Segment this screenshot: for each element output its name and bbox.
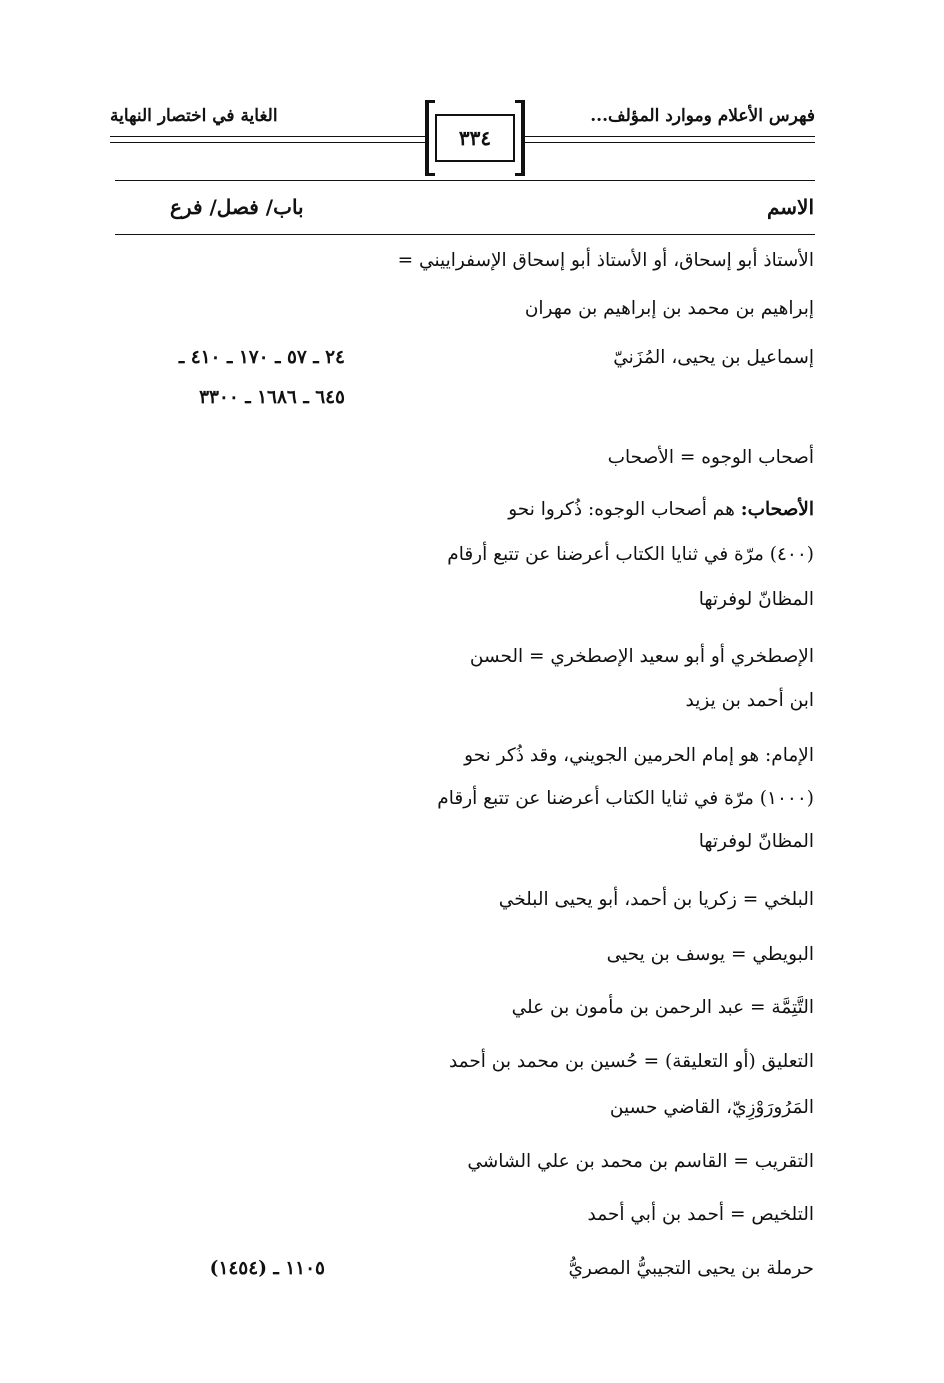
index-entry xyxy=(389,643,814,715)
entry-page-references xyxy=(130,344,345,412)
name-column-header: الاسم xyxy=(766,195,814,219)
entry-line: البلخي = زكريا بن أحمد، أبو يحيى البلخي xyxy=(498,889,814,910)
index-entry xyxy=(389,444,814,472)
entry-line: إسماعيل بن يحيى، المُزَنيّ xyxy=(613,347,814,368)
column-header-bottom-rule xyxy=(115,234,815,235)
page-box-cap xyxy=(515,100,525,103)
entry-line: التقريب = القاسم بن محمد بن علي الشاشي xyxy=(467,1151,814,1172)
entry-line: أصحاب الوجوه = الأصحاب xyxy=(607,447,814,468)
entry-line: (٤٠٠) مرّة في ثنايا الكتاب أعرضنا عن تتبع أرقام xyxy=(447,544,814,565)
running-head-left-title: الغاية في اختصار النهاية xyxy=(110,106,278,126)
entry-line: المَرُورَوْزِيّ، القاضي حسين xyxy=(609,1097,814,1118)
index-entry xyxy=(389,1255,814,1283)
index-entry xyxy=(389,496,814,614)
page-refs-line: ٢٤ ـ ٥٧ ـ ١٧٠ ـ ٤١٠ ـ xyxy=(178,347,345,368)
page-box-cap xyxy=(425,173,435,176)
entry-line: الإمام: هو إمام الحرمين الجويني، وقد ذُكر نحو xyxy=(464,745,814,766)
index-entry xyxy=(389,1048,814,1122)
page-refs-line: ١١٠٥ ـ (١٤٥٤) xyxy=(209,1258,325,1279)
location-column-header: باب/ فصل/ فرع xyxy=(170,195,304,219)
page-box-bar-right xyxy=(521,100,525,176)
entry-line: المظانّ لوفرتها xyxy=(698,831,814,852)
running-head-right-title: فهرس الأعلام وموارد المؤلف... xyxy=(590,106,815,126)
header-rule-right-top xyxy=(525,136,815,137)
page-number: ٣٣٤ xyxy=(435,114,515,162)
index-entry xyxy=(389,941,814,969)
entry-line xyxy=(389,496,814,524)
entry-line: ابن أحمد بن يزيد xyxy=(685,690,814,711)
column-header-top-rule xyxy=(115,180,815,181)
header-rule-right-bottom xyxy=(525,142,815,143)
index-entry xyxy=(389,344,814,372)
entry-line: حرملة بن يحيى التجيبيُّ المصريُّ xyxy=(568,1258,814,1279)
index-entry xyxy=(389,742,814,856)
entry-line: (١٠٠٠) مرّة في ثنايا الكتاب أعرضنا عن تتبع أرقام xyxy=(437,788,814,809)
entry-line: التلخيص = أحمد بن أبي أحمد xyxy=(587,1204,814,1225)
entry-line: البويطي = يوسف بن يحيى xyxy=(606,944,814,965)
entry-line: التعليق (أو التعليقة) = حُسين بن محمد بن أحمد xyxy=(448,1051,814,1072)
header-rule-left-top xyxy=(110,136,425,137)
entry-page-references xyxy=(130,1255,345,1283)
entry-line: التَّتِمَّة = عبد الرحمن بن مأمون بن علي xyxy=(511,997,814,1018)
page-box-cap xyxy=(515,173,525,176)
page-box-bar-left xyxy=(425,100,429,176)
running-head xyxy=(110,100,815,180)
index-entry xyxy=(389,886,814,914)
page-box-cap xyxy=(425,100,435,103)
entry-line: المظانّ لوفرتها xyxy=(698,589,814,610)
index-entry xyxy=(389,1201,814,1229)
entry-line: إبراهيم بن محمد بن إبراهيم بن مهران xyxy=(524,298,814,319)
page-refs-line: ٦٤٥ ـ ١٦٨٦ ـ ٣٣٠٠ xyxy=(199,387,345,408)
index-entry xyxy=(389,1148,814,1176)
header-rule-left-bottom xyxy=(110,142,425,143)
index-entry xyxy=(389,994,814,1022)
index-entry xyxy=(389,247,814,323)
page-number-box xyxy=(425,100,525,176)
entry-term: الأصحاب: xyxy=(740,499,814,520)
entry-line: الإصطخري أو أبو سعيد الإصطخري = الحسن xyxy=(469,646,814,667)
entry-line: الأستاذ أبو إسحاق، أو الأستاذ أبو إسحاق الإسفراييني = xyxy=(397,250,814,271)
entry-term-text: هم أصحاب الوجوه: ذُكروا نحو xyxy=(508,499,741,520)
